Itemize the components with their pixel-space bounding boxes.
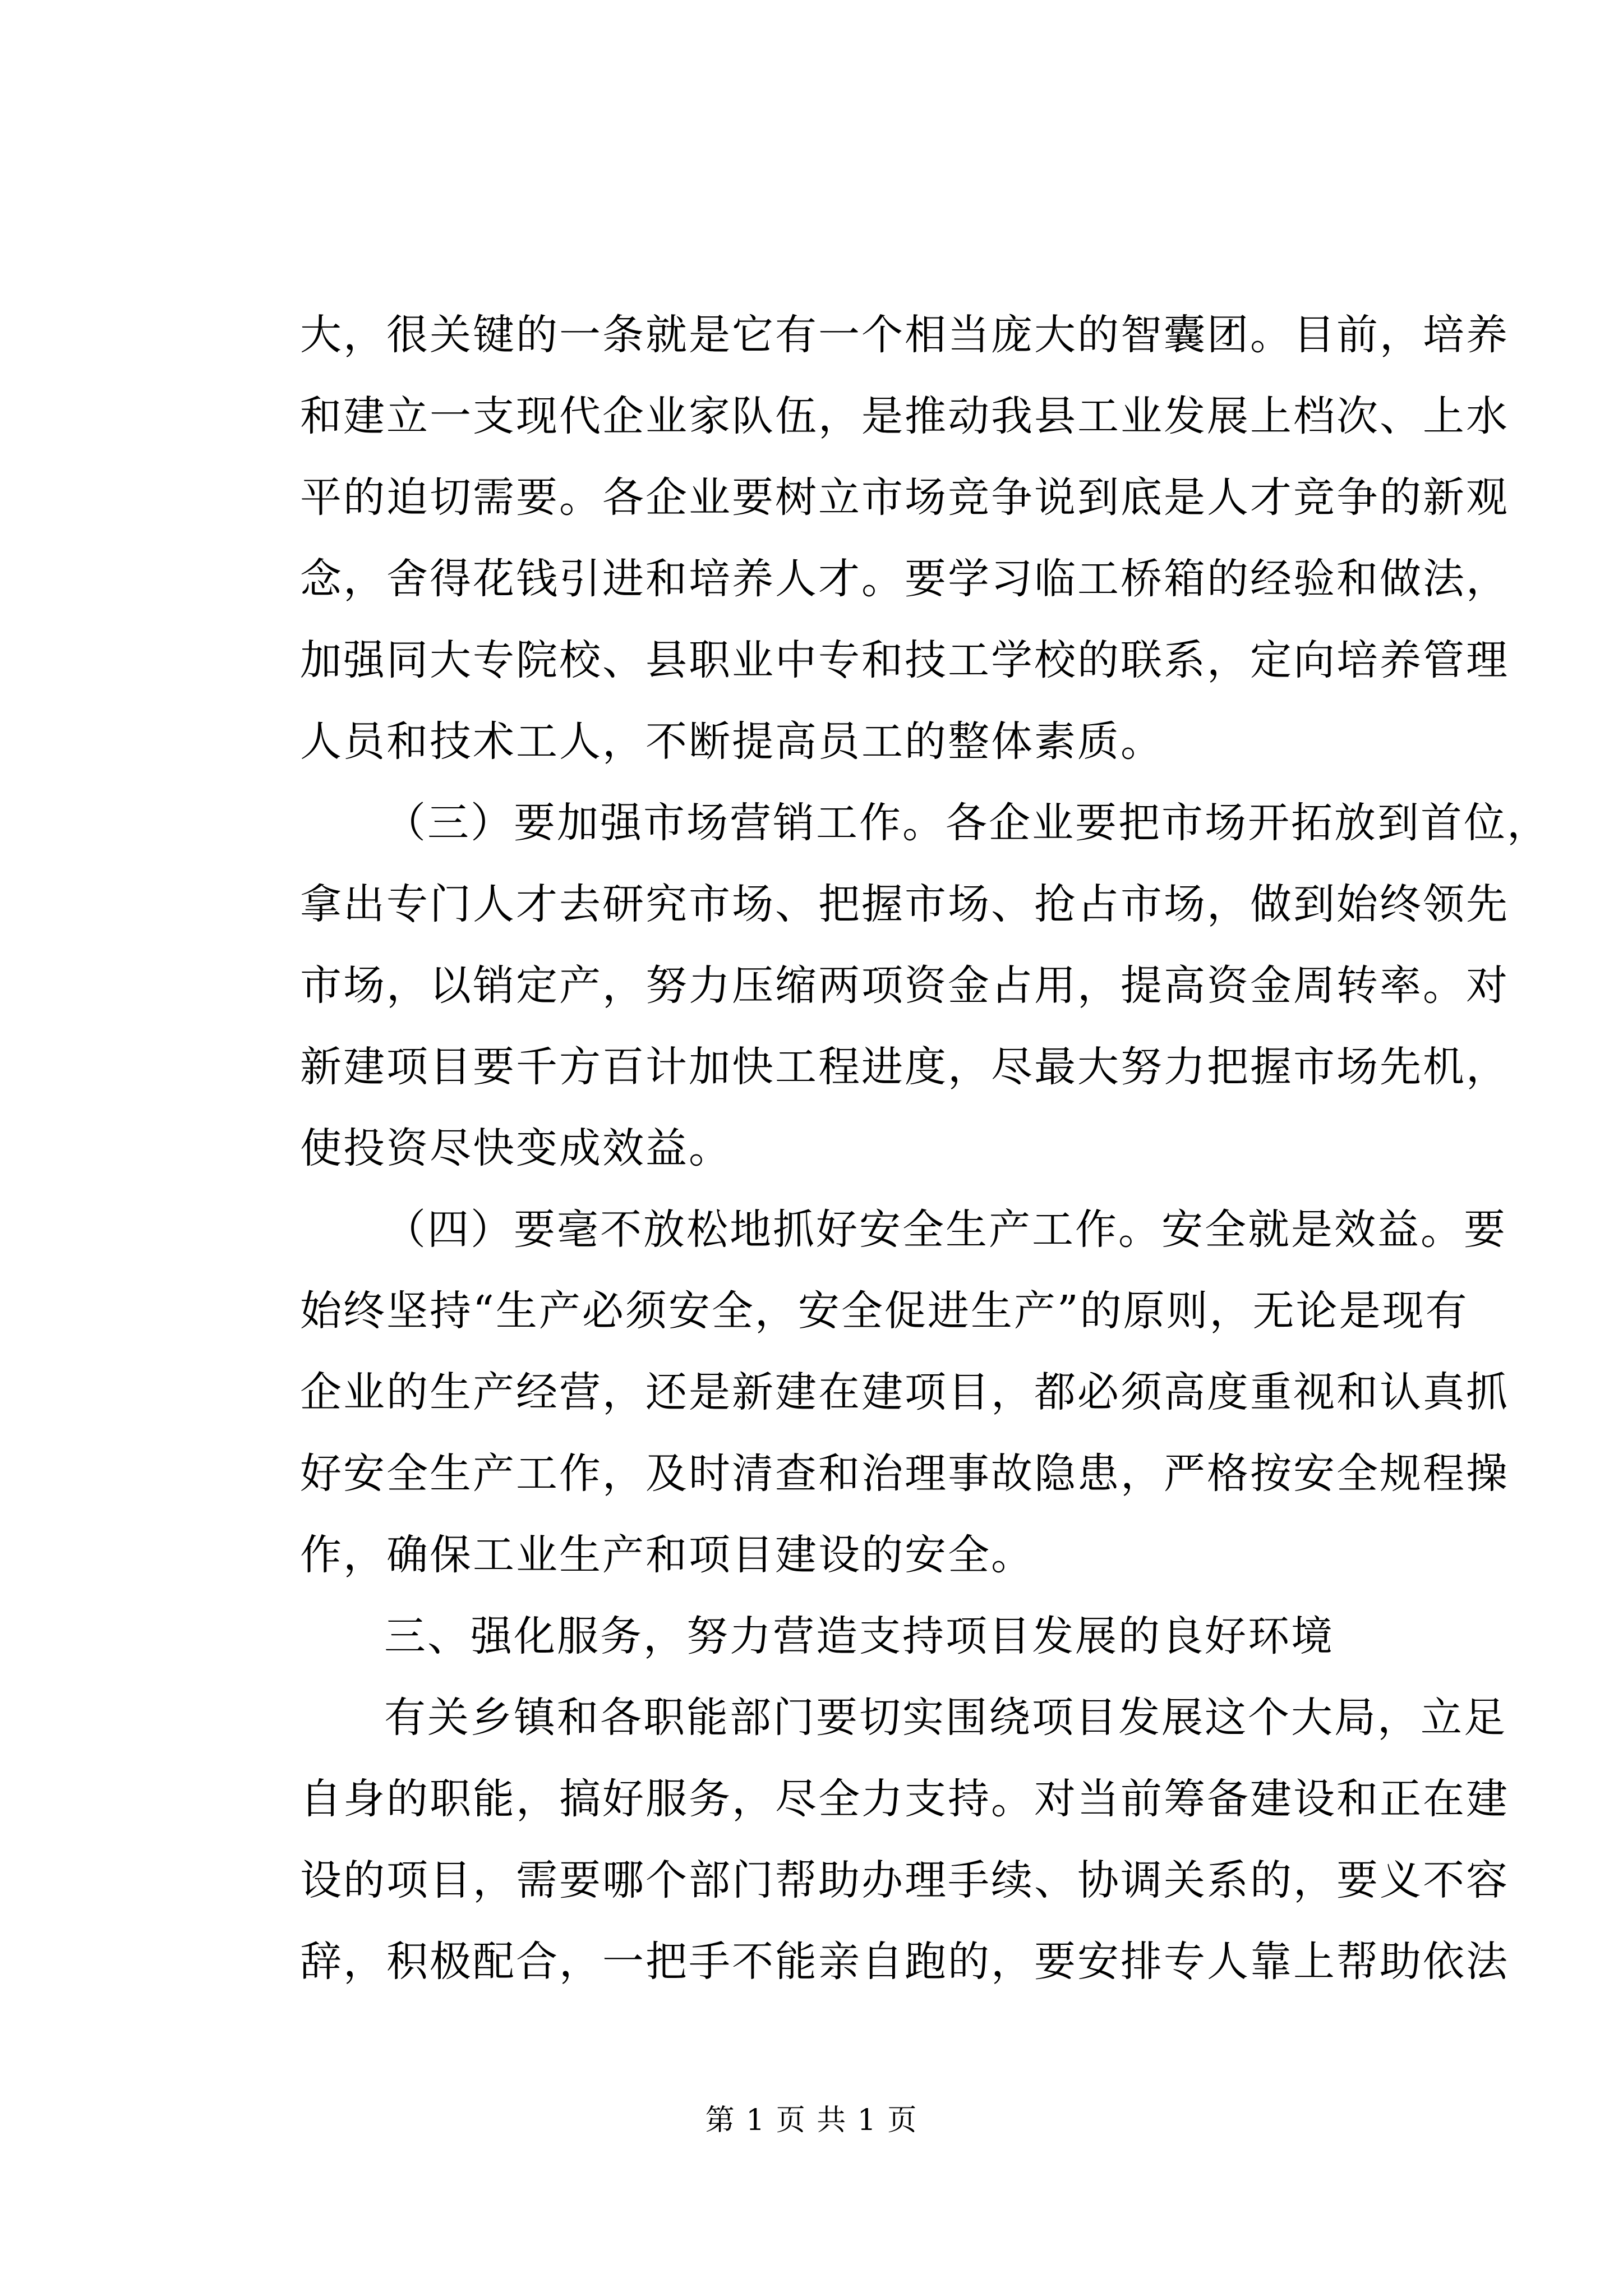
text-line: 念，舍得花钱引进和培养人才。要学习临工桥箱的经验和做法，	[300, 555, 1509, 603]
text-line: 加强同大专院校、县职业中专和技工学校的联系，定向培养管理	[300, 636, 1509, 684]
text-line: 辞，积极配合，一把手不能亲自跑的，要安排专人靠上帮助依法	[300, 1938, 1509, 1986]
text-line: 有关乡镇和各职能部门要切实围绕项目发展这个大局，立足	[384, 1694, 1507, 1742]
text-line: 大，很关键的一条就是它有一个相当庞大的智囊团。目前，培养	[300, 311, 1509, 359]
text-line: 人员和技术工人，不断提高员工的整体素质。	[300, 717, 1164, 766]
body-text	[300, 295, 1550, 2003]
text-line: 始终坚持“生产必须安全，安全促进生产”的原则，无论是现有	[300, 1287, 1469, 1335]
text-line: （三）要加强市场营销工作。各企业要把市场开拓放到首位，	[384, 799, 1550, 847]
text-line: 设的项目，需要哪个部门帮助办理手续、协调关系的，要义不容	[300, 1856, 1509, 1904]
text-line: 好安全生产工作，及时清查和治理事故隐患，严格按安全规程操	[300, 1450, 1509, 1498]
text-line: 市场，以销定产，努力压缩两项资金占用，提高资金周转率。对	[300, 961, 1509, 1010]
text-line: 新建项目要千方百计加快工程进度，尽最大努力把握市场先机，	[300, 1043, 1509, 1091]
text-line: 拿出专门人才去研究市场、把握市场、抢占市场，做到始终领先	[300, 880, 1509, 928]
page-footer: 第 1 页 共 1 页	[705, 2104, 918, 2137]
text-line: 自身的职能，搞好服务，尽全力支持。对当前筹备建设和正在建	[300, 1775, 1509, 1823]
text-line: （四）要毫不放松地抓好安全生产工作。安全就是效益。要	[384, 1205, 1507, 1254]
text-line: 和建立一支现代企业家队伍，是推动我县工业发展上档次、上水	[300, 392, 1509, 440]
text-line: 作，确保工业生产和项目建设的安全。	[300, 1531, 1034, 1579]
text-line: 企业的生产经营，还是新建在建项目，都必须高度重视和认真抓	[300, 1368, 1509, 1416]
text-line: 使投资尽快变成效益。	[300, 1124, 732, 1172]
text-line: 平的迫切需要。各企业要树立市场竞争说到底是人才竞争的新观	[300, 473, 1509, 522]
text-line: 三、强化服务，努力营造支持项目发展的良好环境	[384, 1612, 1334, 1660]
